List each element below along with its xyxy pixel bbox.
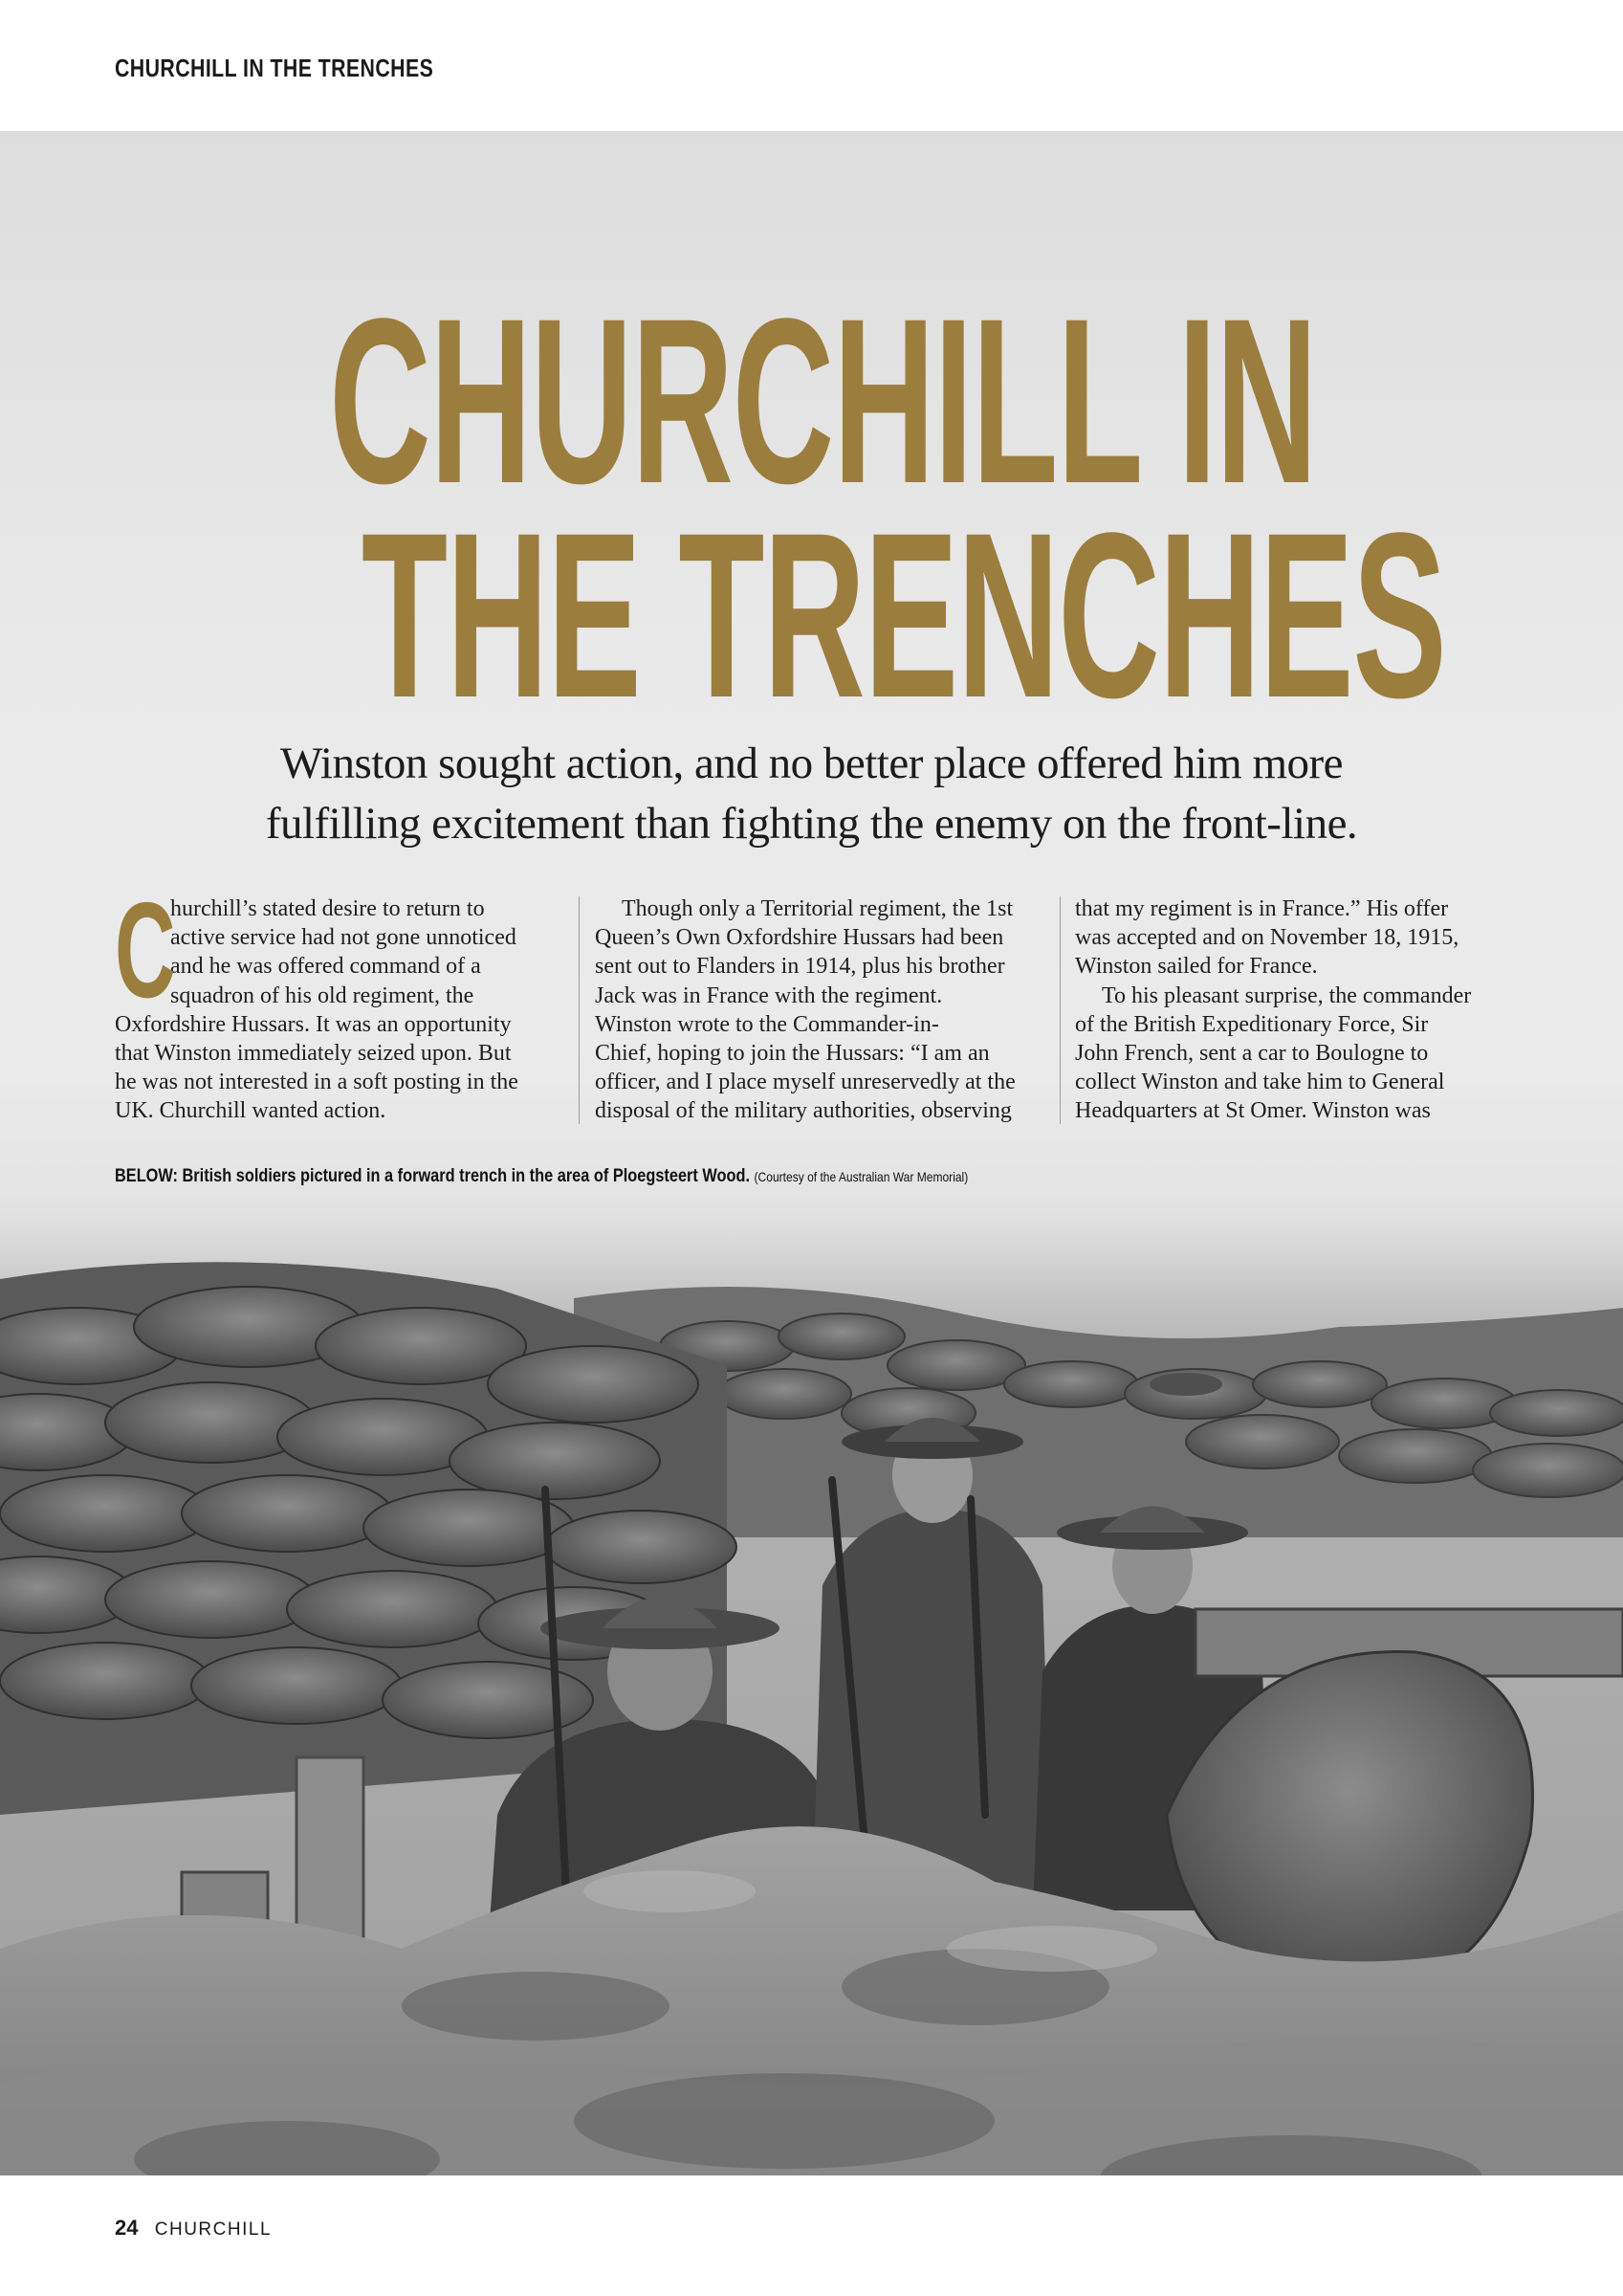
body-line: UK. Churchill wanted action.	[115, 1098, 386, 1124]
body-line: of the British Expeditionary Force, Sir	[1075, 1011, 1429, 1037]
column-divider	[579, 896, 580, 1124]
caption-credit: (Courtesy of the Australian War Memorial)	[754, 1169, 969, 1184]
body-line: hurchill’s stated desire to return to	[170, 896, 485, 921]
standfirst-line-1: Winston sought action, and no better place offered him more	[279, 739, 1344, 788]
body-column-1	[115, 874, 555, 1126]
body-line: collect Winston and take him to General	[1075, 1070, 1445, 1095]
soldier-distant	[1150, 1373, 1222, 1396]
body-line: was accepted and on November 18, 1915,	[1075, 925, 1459, 951]
body-line: he was not interested in a soft posting in the	[115, 1070, 518, 1095]
caption-text: British soldiers pictured in a forward trench in the area of Ploegsteert Wood.	[182, 1166, 751, 1186]
body-line: and he was offered command of a	[170, 954, 481, 980]
body-line: Chief, hoping to join the Hussars: “I am an	[595, 1041, 990, 1067]
photo-caption	[115, 1166, 968, 1187]
body-line: John French, sent a car to Boulogne to	[1075, 1041, 1429, 1067]
body-line: Winston wrote to the Commander-in-	[595, 1011, 939, 1037]
body-line: Jack was in France with the regiment.	[595, 982, 943, 1008]
column-divider	[1060, 896, 1061, 1124]
standfirst-line-2: fulfilling excitement than fighting the enemy on the front-line.	[265, 799, 1358, 849]
body-line: officer, and I place myself unreservedly at the	[595, 1070, 1016, 1095]
headline-line-1: CHURCHILL IN	[329, 270, 1317, 533]
body-line: that my regiment is in France.” His offer	[1075, 896, 1449, 921]
body-line: Oxfordshire Hussars. It was an opportunity	[115, 1011, 512, 1037]
body-line: Headquarters at St Omer. Winston was	[1075, 1098, 1431, 1124]
trench-photo	[0, 1222, 1623, 2175]
body-line: Queen’s Own Oxfordshire Hussars had been	[595, 925, 1004, 951]
caption-lead: BELOW:	[115, 1166, 178, 1186]
hero-panel	[0, 131, 1623, 2175]
magazine-name: CHURCHILL	[154, 2219, 273, 2240]
body-line: Though only a Territorial regiment, the 1st	[622, 896, 1014, 921]
body-column-3	[1075, 894, 1524, 1126]
body-line: To his pleasant surprise, the commander	[1102, 982, 1472, 1008]
body-line: disposal of the military authorities, observing	[595, 1098, 1012, 1124]
headline-line-2: THE TRENCHES	[361, 484, 1446, 747]
body-line: active service had not gone unnoticed	[170, 925, 516, 951]
body-line: squadron of his old regiment, the	[170, 982, 474, 1008]
body-line: sent out to Flanders in 1914, plus his brother	[595, 954, 1005, 980]
body-line: Winston sailed for France.	[1075, 954, 1318, 980]
running-head: CHURCHILL IN THE TRENCHES	[115, 54, 434, 82]
body-line: that Winston immediately seized upon. But	[115, 1041, 512, 1067]
page-folio	[115, 2216, 272, 2241]
body-column-2	[595, 894, 1044, 1126]
drop-cap: C	[115, 874, 176, 1027]
page-number: 24	[115, 2216, 139, 2240]
